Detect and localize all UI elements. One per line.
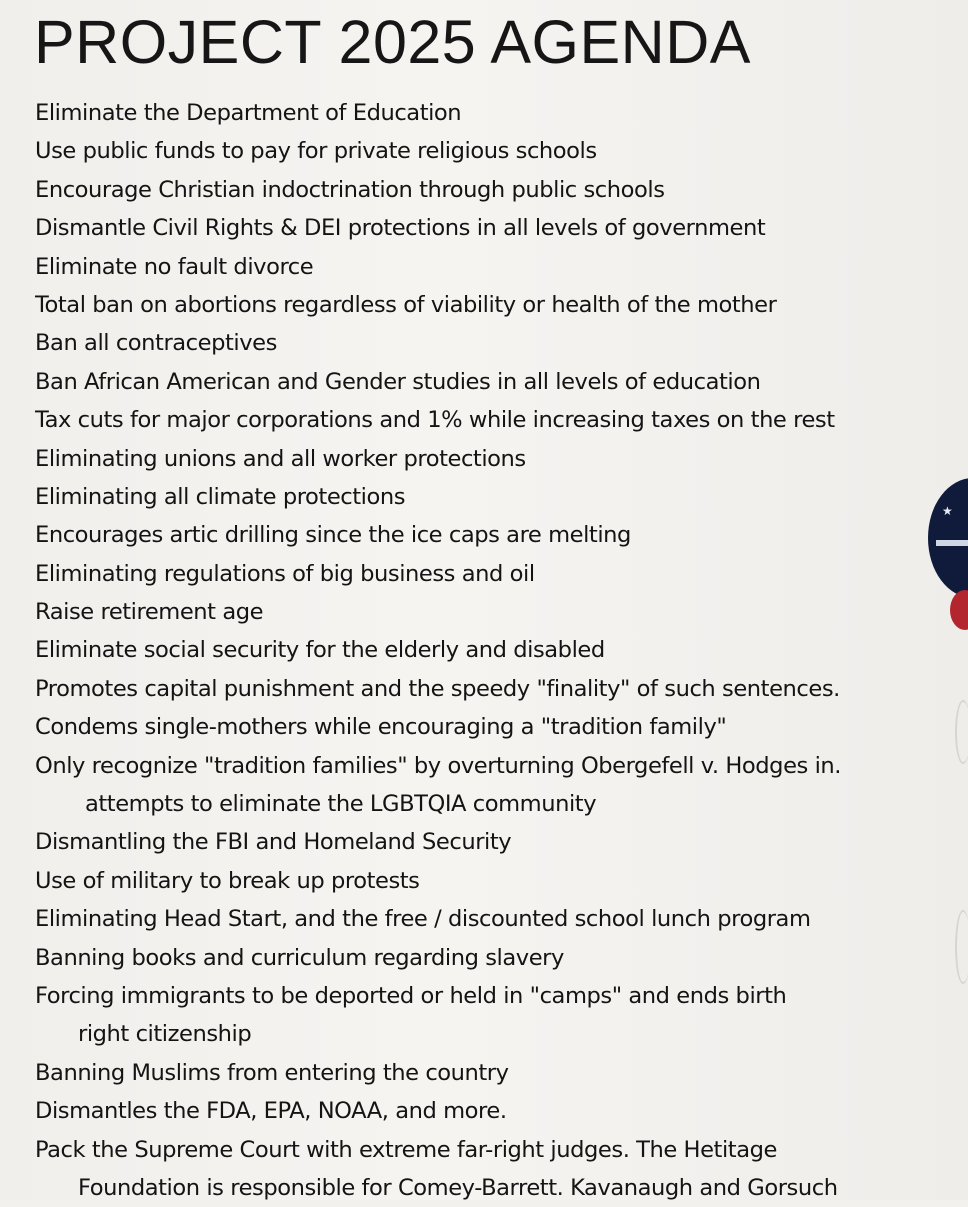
list-item-continuation: right citizenship — [78, 1021, 252, 1048]
list-item: Eliminating all climate protections — [35, 483, 406, 510]
list-item: Eliminate social security for the elderly and disabled — [35, 637, 605, 664]
edge-ring-decoration — [955, 910, 968, 984]
list-item: Eliminating unions and all worker protections — [35, 445, 526, 472]
sticker-stripe — [936, 540, 968, 546]
list-item: Encourage Christian indoctrination through public schools — [35, 176, 665, 203]
list-item: Ban all contraceptives — [35, 330, 277, 357]
list-item-continuation: Foundation is responsible for Comey-Barrett. Kavanaugh and Gorsuch — [78, 1174, 838, 1201]
edge-ring-decoration — [955, 700, 968, 764]
list-item: Dismantles the FDA, EPA, NOAA, and more. — [35, 1098, 507, 1125]
list-item: Eliminating regulations of big business and oil — [35, 560, 535, 587]
list-item: Use public funds to pay for private religious schools — [35, 138, 597, 165]
list-item: Condems single-mothers while encouraging a "tradition family" — [35, 714, 727, 741]
list-item: Dismantling the FBI and Homeland Security — [35, 829, 512, 856]
agenda-list — [35, 94, 968, 1207]
page-title: PROJECT 2025 AGENDA — [34, 8, 751, 76]
list-item: Encourages artic drilling since the ice caps are melting — [35, 522, 631, 549]
list-item: Ban African American and Gender studies in all levels of education — [35, 368, 761, 395]
list-item: Only recognize "tradition families" by overturning Obergefell v. Hodges in. — [35, 752, 842, 779]
list-item: Use of military to break up protests — [35, 867, 420, 894]
list-item: Dismantle Civil Rights & DEI protections in all levels of government — [35, 215, 766, 242]
star-icon: ★ — [942, 504, 953, 518]
list-item: Forcing immigrants to be deported or held in "camps" and ends birth — [35, 982, 787, 1009]
list-item: Pack the Supreme Court with extreme far-right judges. The Hetitage — [35, 1136, 777, 1163]
list-item: Banning books and curriculum regarding slavery — [35, 944, 564, 971]
list-item: Tax cuts for major corporations and 1% while increasing taxes on the rest — [35, 407, 835, 434]
list-item: Eliminate the Department of Education — [35, 100, 462, 126]
list-item: Eliminate no fault divorce — [35, 253, 314, 280]
list-item: Banning Muslims from entering the country — [35, 1059, 509, 1086]
list-item: Eliminating Head Start, and the free / discounted school lunch program — [35, 906, 811, 933]
list-item: Promotes capital punishment and the speedy "finality" of such sentences. — [35, 675, 840, 702]
list-item: Total ban on abortions regardless of viability or health of the mother — [35, 291, 777, 318]
list-item: Raise retirement age — [35, 599, 264, 626]
list-item-continuation: attempts to eliminate the LGBTQIA community — [85, 791, 597, 818]
